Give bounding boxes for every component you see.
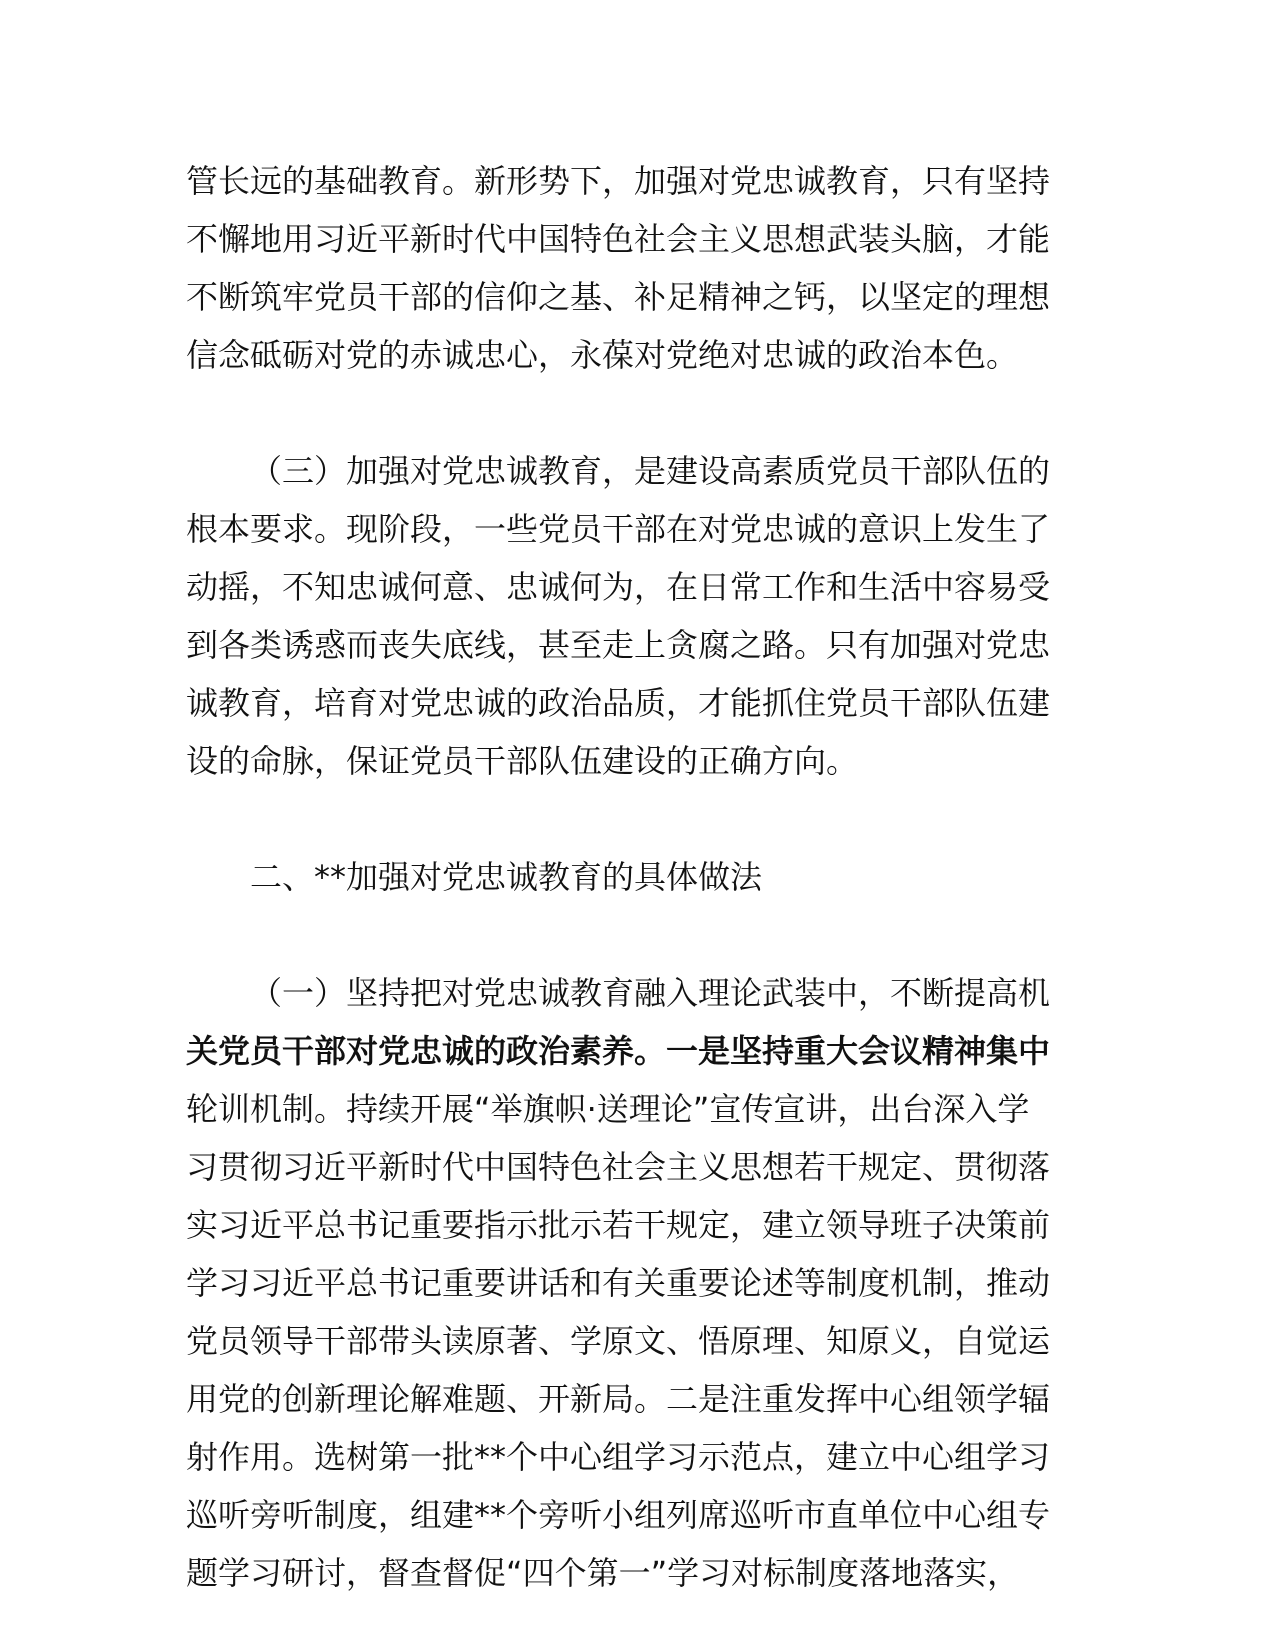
paragraph-line: 巡听旁听制度，组建**个旁听小组列席巡听市直单位中心组专 (186, 1496, 1051, 1534)
paragraph-line: 诚教育，培育对党忠诚的政治品质，才能抓住党员干部队伍建 (186, 684, 1051, 722)
paragraph-line: 轮训机制。持续开展“举旗帜·送理论”宣传宣讲，出台深入学 (186, 1090, 1030, 1128)
bold-phrase: 一是坚持重大会议精神集中 (666, 1032, 1051, 1070)
paragraph-line: 不断筑牢党员干部的信仰之基、补足精神之钙，以坚定的理想 (186, 278, 1051, 316)
paragraph-line: 设的命脉，保证党员干部队伍建设的正确方向。 (186, 742, 859, 780)
paragraph-line: 根本要求。现阶段，一些党员干部在对党忠诚的意识上发生了 (186, 510, 1051, 548)
paragraph-line: 学习习近平总书记重要讲话和有关重要论述等制度机制，推动 (186, 1264, 1051, 1302)
section-heading: 二、**加强对党忠诚教育的具体做法 (250, 858, 763, 896)
subsection-line: （一）坚持把对党忠诚教育融入理论武装中，不断提高机 (250, 974, 1051, 1012)
paragraph-line: 实习近平总书记重要指示批示若干规定，建立领导班子决策前 (186, 1206, 1051, 1244)
paragraph-line: 习贯彻习近平新时代中国特色社会主义思想若干规定、贯彻落 (186, 1148, 1051, 1186)
paragraph-line: 管长远的基础教育。新形势下，加强对党忠诚教育，只有坚持 (186, 162, 1051, 200)
section-paragraph-line: （三）加强对党忠诚教育，是建设高素质党员干部队伍的 (250, 452, 1051, 490)
mixed-line (186, 1022, 1090, 1080)
paragraph-line: 信念砥砺对党的赤诚忠心，永葆对党绝对忠诚的政治本色。 (186, 336, 1019, 374)
paragraph-line: 不懈地用习近平新时代中国特色社会主义思想武装头脑，才能 (186, 220, 1051, 258)
paragraph-gap (186, 384, 1090, 442)
document-body (186, 152, 1090, 1602)
paragraph-gap (186, 790, 1090, 848)
paragraph-line: 用党的创新理论解难题、开新局。二是注重发挥中心组领学辐 (186, 1380, 1051, 1418)
bold-phrase: 关党员干部对党忠诚的政治素养。 (186, 1032, 667, 1070)
paragraph-gap (186, 906, 1090, 964)
paragraph-line: 射作用。选树第一批**个中心组学习示范点，建立中心组学习 (186, 1438, 1051, 1476)
paragraph-line: 到各类诱惑而丧失底线，甚至走上贪腐之路。只有加强对党忠 (186, 626, 1051, 664)
paragraph-line: 题学习研讨，督查督促“四个第一”学习对标制度落地落实， (186, 1554, 1020, 1592)
paragraph-line: 动摇，不知忠诚何意、忠诚何为，在日常工作和生活中容易受 (186, 568, 1051, 606)
paragraph-line: 党员领导干部带头读原著、学原文、悟原理、知原义，自觉运 (186, 1322, 1051, 1360)
